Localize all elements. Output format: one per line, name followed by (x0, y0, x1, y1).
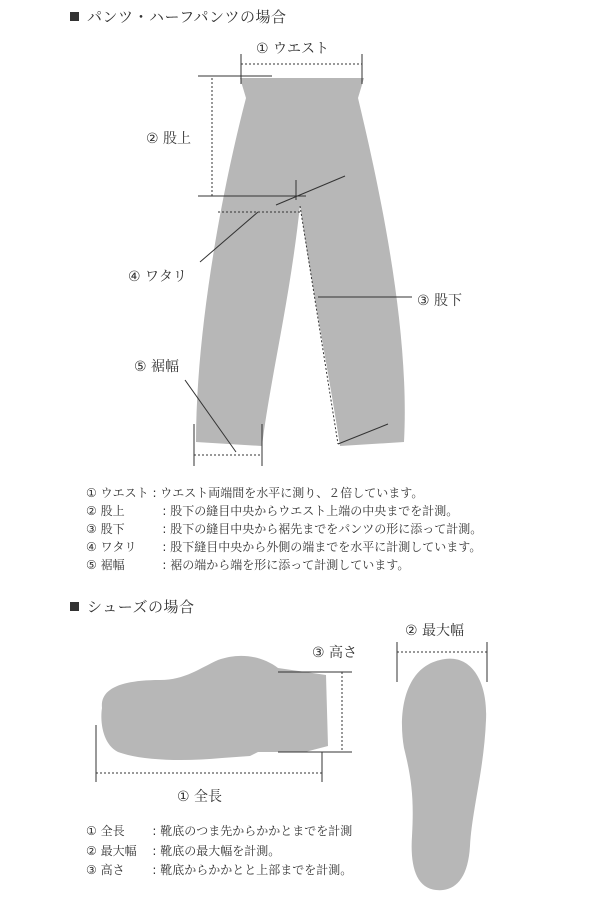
note-term: 最大幅 (100, 844, 137, 858)
pants-silhouette (196, 78, 405, 446)
note-text: : 靴底のつま先からかかとまでを計測 (152, 824, 353, 838)
label-rise: ② 股上 (146, 131, 192, 147)
shoe-note-row (86, 862, 352, 879)
note-number: ① (86, 486, 97, 500)
note-number: ⑤ (86, 558, 97, 572)
note-text: : 股下縫目中央から外側の端までを水平に計測しています。 (162, 540, 482, 554)
shoes-section-title (70, 596, 194, 617)
note-term: ウエスト (100, 486, 149, 500)
note-number: ③ (86, 863, 97, 877)
note-number: ③ (86, 522, 97, 536)
label-waist: ① ウエスト (256, 41, 330, 57)
note-term: 裾幅 (100, 558, 125, 572)
label-shoe-width: ② 最大幅 (405, 623, 465, 639)
note-number: ① (86, 824, 97, 838)
shoe-note-row (86, 823, 352, 840)
label-thigh: ④ ワタリ (128, 269, 187, 285)
note-term: 股上 (100, 504, 125, 518)
note-term: 股下 (100, 522, 125, 536)
shoe-note-row (86, 843, 280, 860)
label-shoe-height: ③ 高さ (312, 645, 358, 661)
pants-note-row (86, 539, 481, 556)
shoes-title-text: シューズの場合 (87, 598, 195, 616)
pants-note-row (86, 521, 482, 538)
note-term: ワタリ (100, 540, 137, 554)
note-text: : 靴底からかかとと上部までを計測。 (152, 863, 353, 877)
pants-note-row (86, 485, 423, 502)
note-number: ② (86, 504, 97, 518)
note-number: ② (86, 844, 97, 858)
note-term: 高さ (100, 863, 125, 877)
note-text: : 靴底の最大幅を計測。 (152, 844, 281, 858)
pants-title-text: パンツ・ハーフパンツの場合 (87, 8, 287, 26)
note-text: : 裾の端から端を形に添って計測しています。 (162, 558, 410, 572)
note-text: : 股下の縫目中央から裾先までをパンツの形に添って計測。 (162, 522, 483, 536)
pants-note-row (86, 503, 458, 520)
square-bullet-icon (70, 602, 79, 611)
note-term: 全長 (100, 824, 125, 838)
note-text: : 股下の縫目中央からウエスト上端の中央までを計測。 (162, 504, 459, 518)
pants-note-row (86, 557, 409, 574)
note-number: ④ (86, 540, 97, 554)
label-inseam: ③ 股下 (417, 293, 463, 309)
shoe-side-silhouette (101, 656, 328, 760)
note-text: : ウエスト両端間を水平に測り、２倍しています。 (152, 486, 424, 500)
label-shoe-length: ① 全長 (177, 789, 223, 805)
label-hem: ⑤ 裾幅 (134, 359, 180, 375)
shoe-sole-silhouette (402, 659, 486, 891)
